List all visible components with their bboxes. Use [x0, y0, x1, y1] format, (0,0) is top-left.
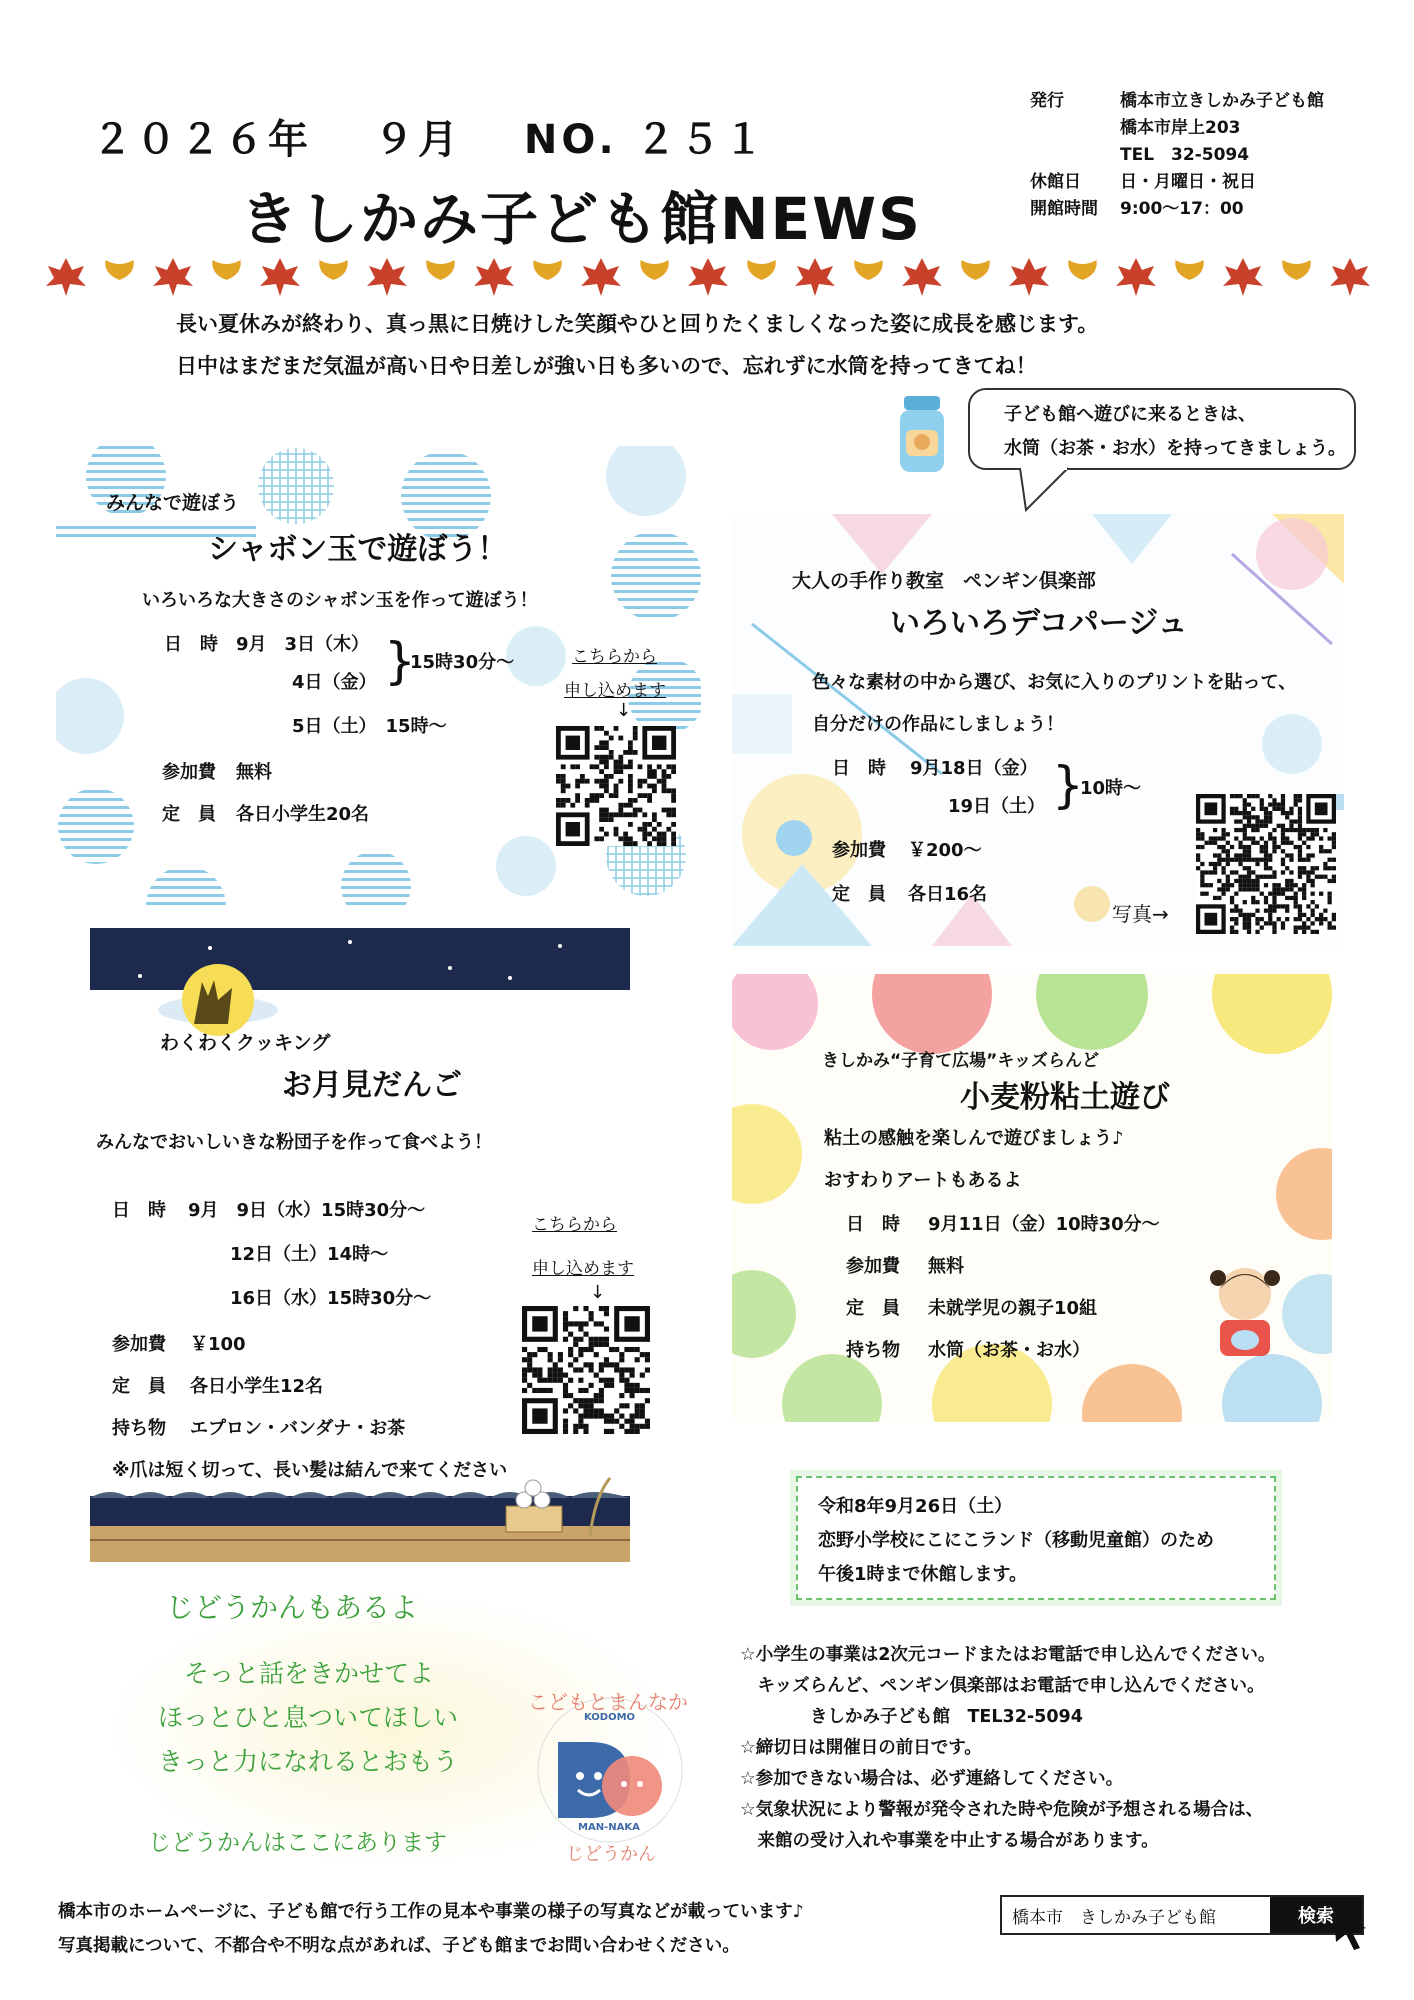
speech-bubble [968, 388, 1356, 470]
closure-line-3: 午後1時まで休館します。 [818, 1564, 1028, 1585]
apply-text-2: 申し込めます [532, 1259, 634, 1279]
bubble-date-1: 9月 3日（木） [236, 634, 370, 655]
closed-label: 休館日 [1030, 172, 1081, 192]
dango-cap-label: 定 員 [112, 1376, 166, 1397]
issuer-label: 発行 [1030, 91, 1064, 111]
logo-bottom-text: じどうかん [566, 1844, 656, 1865]
decoupage-title: いろいろデコパージュ [890, 606, 1188, 641]
footer-line-2: 写真掲載について、不都合や不明な点があれば、子ども館までお問い合わせください。 [58, 1936, 740, 1956]
jidoukan-line-1: そっと話をきかせてよ [184, 1659, 435, 1688]
decoupage-kicker: 大人の手作り教室 ペンギン倶楽部 [792, 570, 1096, 592]
note-5: ☆参加できない場合は、必ず連絡してください。 [740, 1769, 1124, 1789]
dango-bring: エプロン・バンダナ・お茶 [190, 1418, 406, 1439]
note-7: 来館の受け入れや事業を中止する場合があります。 [740, 1831, 1159, 1851]
search-button[interactable]: 検索 [1270, 1897, 1362, 1933]
footer-line-1: 橋本市のホームページに、子ども館で行う工作の見本や事業の様子の写真などが載っています♪ [58, 1902, 804, 1922]
dango-bring-label: 持ち物 [112, 1418, 166, 1439]
qr-code-icon[interactable] [556, 726, 676, 846]
decoupage-date-1: 9月18日（金） [910, 758, 1038, 779]
clay-bring: 水筒（お茶・お水） [928, 1340, 1090, 1361]
bubble-kicker: みんなで遊ぼう [106, 492, 240, 514]
jidoukan-heading: じどうかんもあるよ [166, 1591, 419, 1624]
jidoukan-line-3: きっと力になれるとおもう [158, 1747, 459, 1776]
search-box [1000, 1895, 1364, 1935]
clay-desc-1: 粘土の感触を楽しんで遊びましょう♪ [824, 1128, 1124, 1149]
decoupage-panel [732, 514, 1344, 946]
dango-date-label: 日 時 [112, 1200, 166, 1221]
logo-kodomo: KODOMO [584, 1712, 636, 1723]
clay-title: 小麦粉粘土遊び [960, 1080, 1170, 1115]
bubble-tail [1018, 466, 1078, 514]
clay-fee-label: 参加費 [846, 1256, 900, 1277]
moon-viewing-scene [90, 1476, 630, 1562]
dango-date-2: 12日（土）14時～ [230, 1244, 389, 1265]
apply-text-1: こちらから [572, 647, 657, 667]
decoupage-desc-2: 自分だけの作品にしましょう！ [812, 714, 1064, 735]
closure-line-1: 令和8年9月26日（土） [818, 1496, 1013, 1517]
photo-label: 写真→ [1112, 902, 1169, 926]
apply-arrow: ↓ [590, 1282, 606, 1303]
clay-panel [732, 974, 1332, 1422]
opening-hours: 9:00～17：00 [1120, 199, 1244, 219]
bubble-fee-label: 参加費 [162, 762, 216, 783]
bubble-line-2: 水筒（お茶・お水）を持ってきましょう。 [1004, 438, 1346, 459]
bubble-date-2: 4日（金） [292, 672, 377, 693]
bubble-fee: 無料 [236, 762, 272, 783]
decoupage-cap: 各日16名 [908, 884, 988, 905]
note-3: きしかみ子ども館 TEL32-5094 [740, 1707, 1083, 1727]
telephone: TEL 32-5094 [1120, 145, 1250, 165]
dango-cap: 各日小学生12名 [190, 1376, 324, 1397]
clay-bring-label: 持ち物 [846, 1340, 900, 1361]
clay-desc-2: おすわりアートもあるよ [824, 1170, 1022, 1191]
dango-date-3: 16日（水）15時30分～ [230, 1288, 432, 1309]
bubble-line-1: 子ども館へ遊びに来るときは、 [1004, 404, 1256, 425]
cursor-icon [1330, 1908, 1374, 1952]
decoupage-fee: ￥200～ [908, 840, 982, 861]
clay-kicker: きしかみ“子育て広場”キッズらんど [822, 1051, 1100, 1071]
notes-list [740, 1640, 1275, 1857]
decoupage-time: 10時～ [1080, 778, 1142, 799]
clay-fee: 無料 [928, 1256, 964, 1277]
dango-desc: みんなでおいしいきな粉団子を作って食べよう！ [96, 1132, 492, 1153]
closed-days: 日・月曜日・祝日 [1120, 172, 1256, 192]
intro-line-2: 日中はまだまだ気温が高い日や日差しが強い日も多いので、忘れずに水筒を持ってきてね！ [176, 354, 1037, 378]
dango-date-1: 9月 9日（水）15時30分～ [188, 1200, 426, 1221]
water-bottle-icon [892, 392, 952, 476]
apply-arrow: ↓ [616, 700, 632, 721]
note-1: ☆小学生の事業は2次元コードまたはお電話で申し込んでください。 [740, 1645, 1276, 1665]
hours-label: 開館時間 [1030, 199, 1098, 219]
maple-ginkgo-leaves-icon [38, 254, 1378, 298]
dango-kicker: わくわくクッキング [160, 1032, 331, 1054]
search-query[interactable]: 橋本市 きしかみ子ども館 [1012, 1908, 1216, 1928]
apply-text-2: 申し込めます [564, 681, 666, 701]
clay-date-label: 日 時 [846, 1214, 900, 1235]
logo-mannaka: MAN-NAKA [578, 1822, 640, 1833]
bubble-event-panel [56, 446, 701, 906]
note-4: ☆締切日は開催日の前日です。 [740, 1738, 982, 1758]
autumn-leaf-border [38, 254, 1378, 298]
apply-text-1: こちらから [532, 1215, 617, 1235]
newsletter-title: きしかみ子ども館NEWS [240, 185, 922, 253]
bubble-desc: いろいろな大きさのシャボン玉を作って遊ぼう！ [142, 590, 538, 611]
footer-text [58, 1895, 804, 1963]
bubble-time: 15時30分～ [410, 652, 515, 673]
issue-line: ２０２６年 ９月 NO. ２５１ [92, 117, 768, 163]
bubble-date-label: 日 時 [164, 634, 218, 655]
closure-line-2: 恋野小学校にこにこランド（移動児童館）のため [818, 1530, 1214, 1551]
bubble-date-3: 5日（土） 15時～ [292, 716, 447, 737]
brace: } [1052, 756, 1084, 814]
issuer: 橋本市立きしかみ子ども館 [1120, 91, 1324, 111]
decoupage-cap-label: 定 員 [832, 884, 886, 905]
decoupage-date-label: 日 時 [832, 758, 886, 779]
jidoukan-line-2: ほっとひと息ついてほしい [158, 1703, 459, 1732]
logo-top-text: こどもとまんなか [528, 1690, 688, 1714]
bubble-title: シャボン玉で遊ぼう！ [208, 532, 508, 567]
intro-line-1: 長い夏休みが終わり、真っ黒に日焼けした笑顔やひと回りたくましくなった姿に成長を感じます。 [176, 312, 1099, 336]
bubble-cap-label: 定 員 [162, 804, 216, 825]
child-playing-clay-icon [1190, 1256, 1300, 1366]
bubble-cap: 各日小学生20名 [236, 804, 370, 825]
brace: } [384, 632, 416, 690]
decoupage-desc-1: 色々な素材の中から選び、お気に入りのプリントを貼って、 [812, 672, 1297, 693]
decoupage-date-2: 19日（土） [948, 796, 1046, 817]
jidoukan-footer: じどうかんはここにあります [148, 1830, 447, 1856]
closure-notice [796, 1476, 1276, 1600]
dango-note: ※爪は短く切って、長い髪は結んで来てください [112, 1460, 508, 1481]
qr-code-icon[interactable] [522, 1306, 650, 1434]
dango-title: お月見だんご [282, 1068, 462, 1103]
clay-date: 9月11日（金）10時30分～ [928, 1214, 1160, 1235]
address: 橋本市岸上203 [1120, 118, 1241, 138]
note-6: ☆気象状況により警報が発令された時や危険が予想される場合は、 [740, 1800, 1264, 1820]
dango-fee-label: 参加費 [112, 1334, 166, 1355]
clay-cap: 未就学児の親子10組 [928, 1298, 1098, 1319]
publisher-info [1030, 88, 1324, 223]
dango-fee: ￥100 [190, 1334, 246, 1355]
qr-code-icon[interactable] [1196, 794, 1336, 934]
clay-cap-label: 定 員 [846, 1298, 900, 1319]
decoupage-fee-label: 参加費 [832, 840, 886, 861]
note-2: キッズらんど、ペンギン倶楽部はお電話で申し込んでください。 [740, 1676, 1265, 1696]
